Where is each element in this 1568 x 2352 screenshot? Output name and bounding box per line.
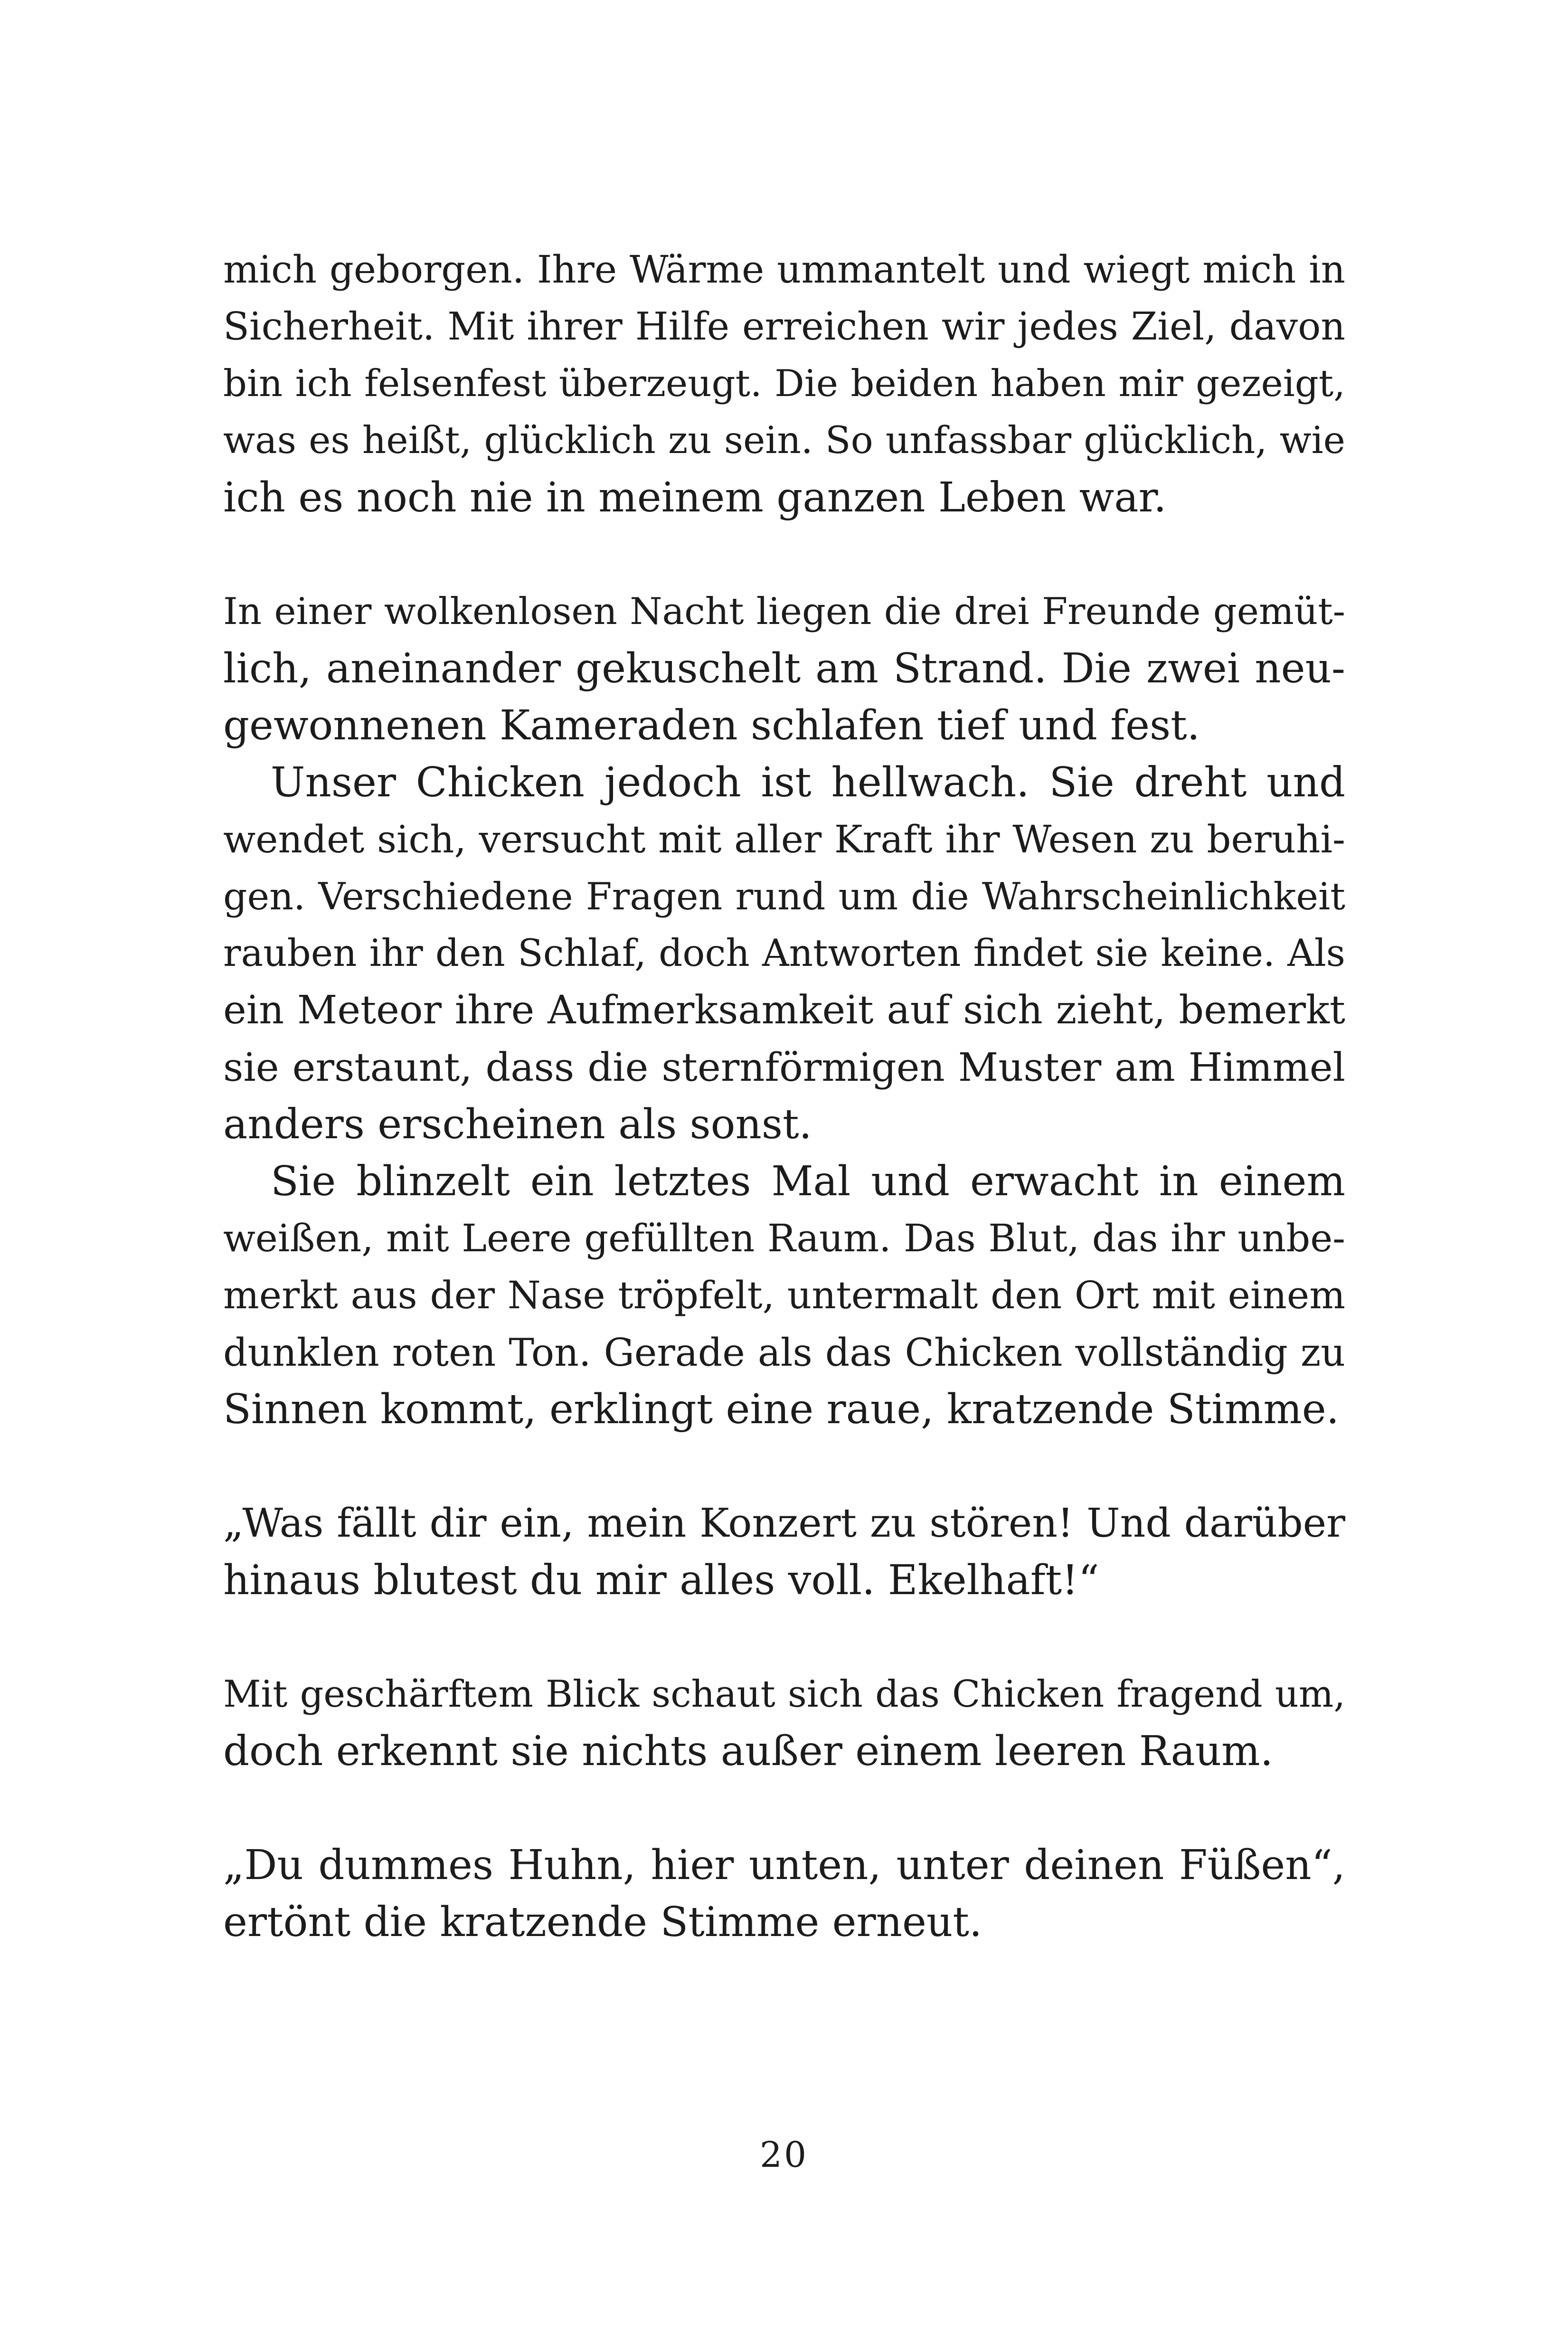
text-line: Mit geschärftem Blick schaut sich das Chicken fragend um, <box>223 1673 1345 1716</box>
text-line: ein Meteor ihre Aufmerksamkeit auf sich zieht, bemerkt <box>223 988 1345 1033</box>
text-line: mich geborgen. Ihre Wärme ummantelt und wiegt mich in <box>223 247 1345 292</box>
text-line: hinaus blutest du mir alles voll. Ekelhaft!“ <box>223 1557 1099 1604</box>
text-line: was es heißt, glücklich zu sein. So unfassbar glücklich, wie <box>223 419 1345 462</box>
text-line: In einer wolkenlosen Nacht liegen die drei Freunde gemüt- <box>223 590 1345 633</box>
text-line: ich es noch nie in meinem ganzen Leben war. <box>223 474 1167 521</box>
text-line: doch erkennt sie nichts außer einem leeren Raum. <box>223 1728 1274 1775</box>
text-line: „Du dummes Huhn, hier unten, unter deinen Füßen“, <box>223 1842 1345 1889</box>
text-line: dunklen roten Ton. Gerade als das Chicken vollständig zu <box>223 1330 1345 1375</box>
text-line: sie erstaunt, dass die sternförmigen Muster am Himmel <box>223 1045 1345 1090</box>
text-line: „Was fällt dir ein, mein Konzert zu stören! Und darüber <box>223 1500 1345 1546</box>
text-line: anders erscheinen als sonst. <box>223 1101 812 1148</box>
page-number: 20 <box>759 2135 809 2175</box>
text-line: Sicherheit. Mit ihrer Hilfe erreichen wir jedes Ziel, davon <box>223 304 1345 349</box>
text-line: gewonnenen Kameraden schlafen tief und fest. <box>223 702 1200 749</box>
text-line: Unser Chicken jedoch ist hellwach. Sie dreht und <box>271 759 1345 806</box>
text-line: weißen, mit Leere gefüllten Raum. Das Blut, das ihr unbe- <box>223 1216 1345 1260</box>
text-line: Sie blinzelt ein letztes Mal und erwacht in einem <box>271 1158 1345 1205</box>
text-line: merkt aus der Nase tröpfelt, untermalt den Ort mit einem <box>223 1273 1345 1317</box>
text-line: Sinnen kommt, erklingt eine raue, kratzende Stimme. <box>223 1386 1340 1433</box>
text-line: wendet sich, versucht mit aller Kraft ihr Wesen zu beruhi- <box>223 817 1345 861</box>
text-line: lich, aneinander gekuschelt am Strand. Die zwei neu- <box>223 645 1345 692</box>
text-line: gen. Verschiedene Fragen rund um die Wahrscheinlichkeit <box>223 875 1345 918</box>
text-line: bin ich felsenfest überzeugt. Die beiden haben mir gezeigt, <box>223 362 1345 405</box>
text-line: rauben ihr den Schlaf, doch Antworten findet sie keine. Als <box>223 932 1345 975</box>
text-line: ertönt die kratzende Stimme erneut. <box>223 1899 982 1946</box>
